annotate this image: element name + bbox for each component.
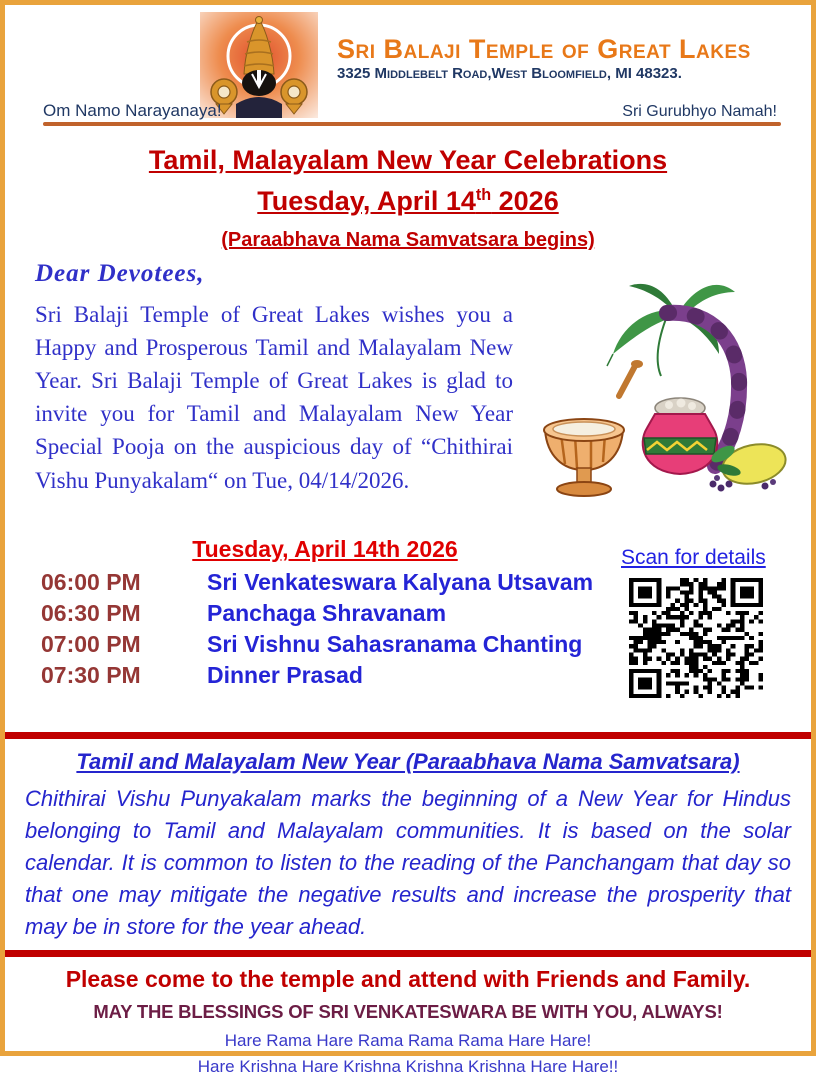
schedule-time: 06:30 PM [41, 600, 141, 627]
scan-label: Scan for details [621, 546, 766, 569]
schedule-list [25, 536, 625, 688]
title-main: Tamil, Malayalam New Year Celebrations [148, 145, 668, 175]
date-superscript: th [475, 186, 492, 204]
schedule-heading: Tuesday, April 14th 2026 [192, 536, 458, 562]
schedule-event: Sri Venkateswara Kalyana Utsavam [207, 569, 594, 595]
newyear-clipart-icon [517, 258, 799, 510]
schedule-row [25, 663, 625, 687]
schedule-time: 07:00 PM [41, 631, 141, 658]
footer-invite: Please come to the temple and attend with Friends and Family. [65, 966, 751, 993]
footer [5, 966, 811, 1077]
divider-top [5, 732, 811, 739]
divider-bottom [5, 950, 811, 957]
salutation: Dear Devotees, [35, 260, 205, 287]
scan-column [621, 546, 785, 698]
footer-blessing: MAY THE BLESSINGS OF SRI VENKATESWARA BE WITH YOU, ALWAYS! [93, 1001, 723, 1023]
footer-chant-1: Hare Rama Hare Rama Rama Rama Hare Hare! [224, 1031, 592, 1051]
schedule-event: Dinner Prasad [207, 662, 363, 689]
info-body: Chithirai Vishu Punyakalam marks the beginning of a New Year for Hindus belonging to Tamil and Malayalam communities. It is based on the solar calendar. It is common to listen to the reading of the Panchangam that day so that one may mitigate the negative results and increase the prosperity that may be in store for the year ahead. [25, 786, 791, 939]
qr-code-icon [629, 578, 763, 698]
temple-name: Sri Balaji Temple of Great Lakes [337, 34, 751, 64]
header-rule [43, 122, 781, 126]
schedule-event: Panchaga Shravanam [207, 600, 447, 627]
schedule-row [25, 570, 625, 594]
schedule-event: Sri Vishnu Sahasranama Chanting [207, 631, 583, 658]
title-date: Tuesday, April 14th 2026 [257, 186, 559, 216]
schedule-section [5, 536, 811, 708]
temple-address: 3325 Middlebelt Road,West Bloomfield, MI 48323. [337, 65, 682, 83]
temple-name-block [337, 35, 751, 82]
greeting-left: Om Namo Narayanaya! [43, 101, 222, 120]
schedule-row [25, 632, 625, 656]
info-section [5, 739, 811, 942]
footer-chant-2: Hare Krishna Hare Krishna Krishna Krishna Hare Hare!! [197, 1057, 619, 1077]
schedule-time: 07:30 PM [41, 662, 141, 689]
header [5, 5, 811, 129]
schedule-row [25, 601, 625, 625]
schedule-time: 06:00 PM [41, 569, 141, 595]
title-subtitle: (Paraabhava Nama Samvatsara begins) [221, 229, 595, 251]
greeting-right: Sri Gurubhyo Namah! [622, 103, 777, 120]
letter-body: Sri Balaji Temple of Great Lakes wishes you a Happy and Prosperous Tamil and Malayalam New Year. Sri Balaji Temple of Great Lakes is glad to invite you for Tamil and Malayalam New Year Special Pooja on the auspicious day of “Chithirai Vishu Punyakalam“ on Tue, 04/14/2026. [35, 302, 513, 493]
info-heading: Tamil and Malayalam New Year (Paraabhava Nama Samvatsara) [76, 749, 740, 774]
letter-section [5, 252, 811, 522]
